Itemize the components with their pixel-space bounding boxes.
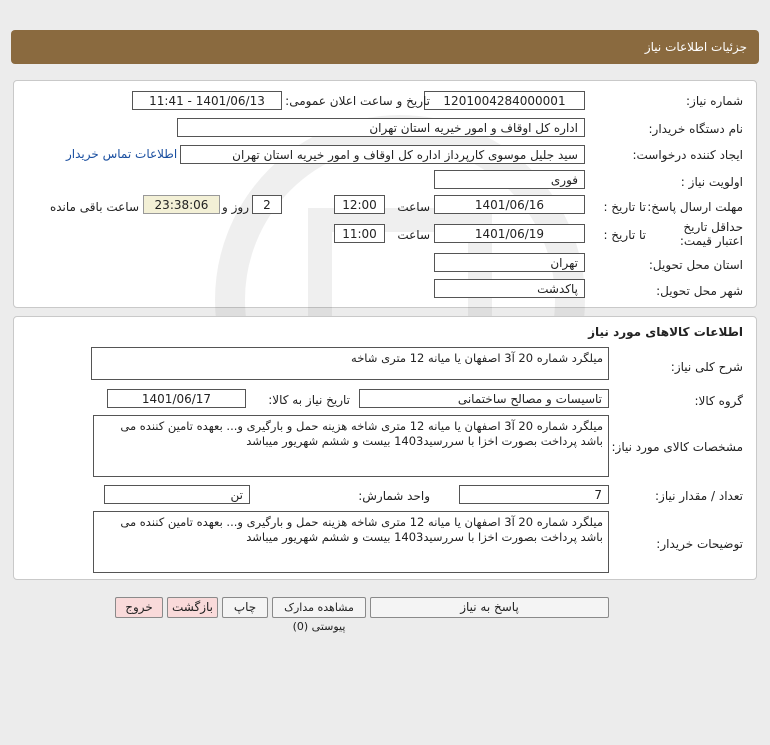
page-title-bar <box>11 30 759 64</box>
buyer-org-field: اداره کل اوقاف و امور خیریه استان تهران <box>177 118 585 137</box>
deadline-date-field: 1401/06/16 <box>434 195 585 214</box>
buyer-org-label: نام دستگاه خریدار: <box>648 122 743 136</box>
province-label: استان محل تحویل: <box>648 258 743 272</box>
creator-label: ایجاد کننده درخواست: <box>632 148 743 162</box>
goods-group-label: گروه کالا: <box>694 394 743 408</box>
province-field: تهران <box>434 253 585 272</box>
deadline-label: مهلت ارسال پاسخ: <box>647 200 743 214</box>
validity-time-field: 11:00 <box>334 224 385 243</box>
validity-until-label: تا تاریخ : <box>603 228 646 242</box>
goods-group-field: تاسیسات و مصالح ساختمانی <box>359 389 609 408</box>
need-date-field: 1401/06/17 <box>107 389 246 408</box>
remaining-label: ساعت باقی مانده <box>49 200 139 214</box>
deadline-time-label: ساعت <box>397 200 430 214</box>
need-number-field: 1201004284000001 <box>424 91 585 110</box>
deadline-time-field: 12:00 <box>334 195 385 214</box>
creator-field: سید جلیل موسوی کارپرداز اداره کل اوقاف و امور خیریه استان تهران <box>180 145 585 164</box>
buyer-notes-field: میلگرد شماره 20 آ3 اصفهان یا میانه 12 متری شاخه هزینه حمل و بارگیری و... بعهده تامین کننده می باشد پرداخت بصورت اخزا با سررسید1403 بیست و ششم شهریور میباشد <box>93 511 609 573</box>
print-button[interactable]: چاپ <box>222 597 268 618</box>
remaining-time-field: 23:38:06 <box>143 195 220 214</box>
reply-button[interactable]: پاسخ به نیاز <box>370 597 609 618</box>
attachments-button[interactable]: مشاهده مدارک پیوستی (0) <box>272 597 366 618</box>
days-label: روز و <box>222 200 249 214</box>
buyer-notes-label: توضیحات خریدار: <box>656 537 743 551</box>
unit-field: تن <box>104 485 250 504</box>
summary-field: میلگرد شماره 20 آ3 اصفهان یا میانه 12 متری شاخه <box>91 347 609 380</box>
buyer-contact-link[interactable]: اطلاعات تماس خریدار <box>66 147 178 161</box>
specs-label: مشخصات کالای مورد نیاز: <box>611 440 743 454</box>
unit-label: واحد شمارش: <box>358 489 430 503</box>
city-field: پاکدشت <box>434 279 585 298</box>
goods-section-title: اطلاعات کالاهای مورد نیاز <box>588 325 743 339</box>
need-info-panel <box>13 80 757 308</box>
validity-time-label: ساعت <box>397 228 430 242</box>
priority-label: اولویت نیاز : <box>680 175 743 189</box>
days-remaining-field: 2 <box>252 195 282 214</box>
deadline-until-label: تا تاریخ : <box>603 200 646 214</box>
city-label: شهر محل تحویل: <box>656 284 743 298</box>
announce-field: 1401/06/13 - 11:41 <box>132 91 282 110</box>
need-date-label: تاریخ نیاز به کالا: <box>268 393 350 407</box>
announce-label: تاریخ و ساعت اعلان عمومی: <box>285 94 430 108</box>
validity-label: حداقل تاریخ اعتبار قیمت: <box>679 220 743 248</box>
specs-field: میلگرد شماره 20 آ3 اصفهان یا میانه 12 متری شاخه هزینه حمل و بارگیری و... بعهده تامین کننده می باشد پرداخت بصورت اخزا با سررسید1403 بیست و ششم شهریور میباشد <box>93 415 609 477</box>
qty-field: 7 <box>459 485 609 504</box>
priority-field: فوری <box>434 170 585 189</box>
exit-button[interactable]: خروج <box>115 597 163 618</box>
validity-date-field: 1401/06/19 <box>434 224 585 243</box>
summary-label: شرح کلی نیاز: <box>670 360 743 374</box>
qty-label: تعداد / مقدار نیاز: <box>655 489 743 503</box>
need-number-label: شماره نیاز: <box>686 94 743 108</box>
back-button[interactable]: بازگشت <box>167 597 218 618</box>
page-title: جزئیات اطلاعات نیاز <box>644 40 747 54</box>
